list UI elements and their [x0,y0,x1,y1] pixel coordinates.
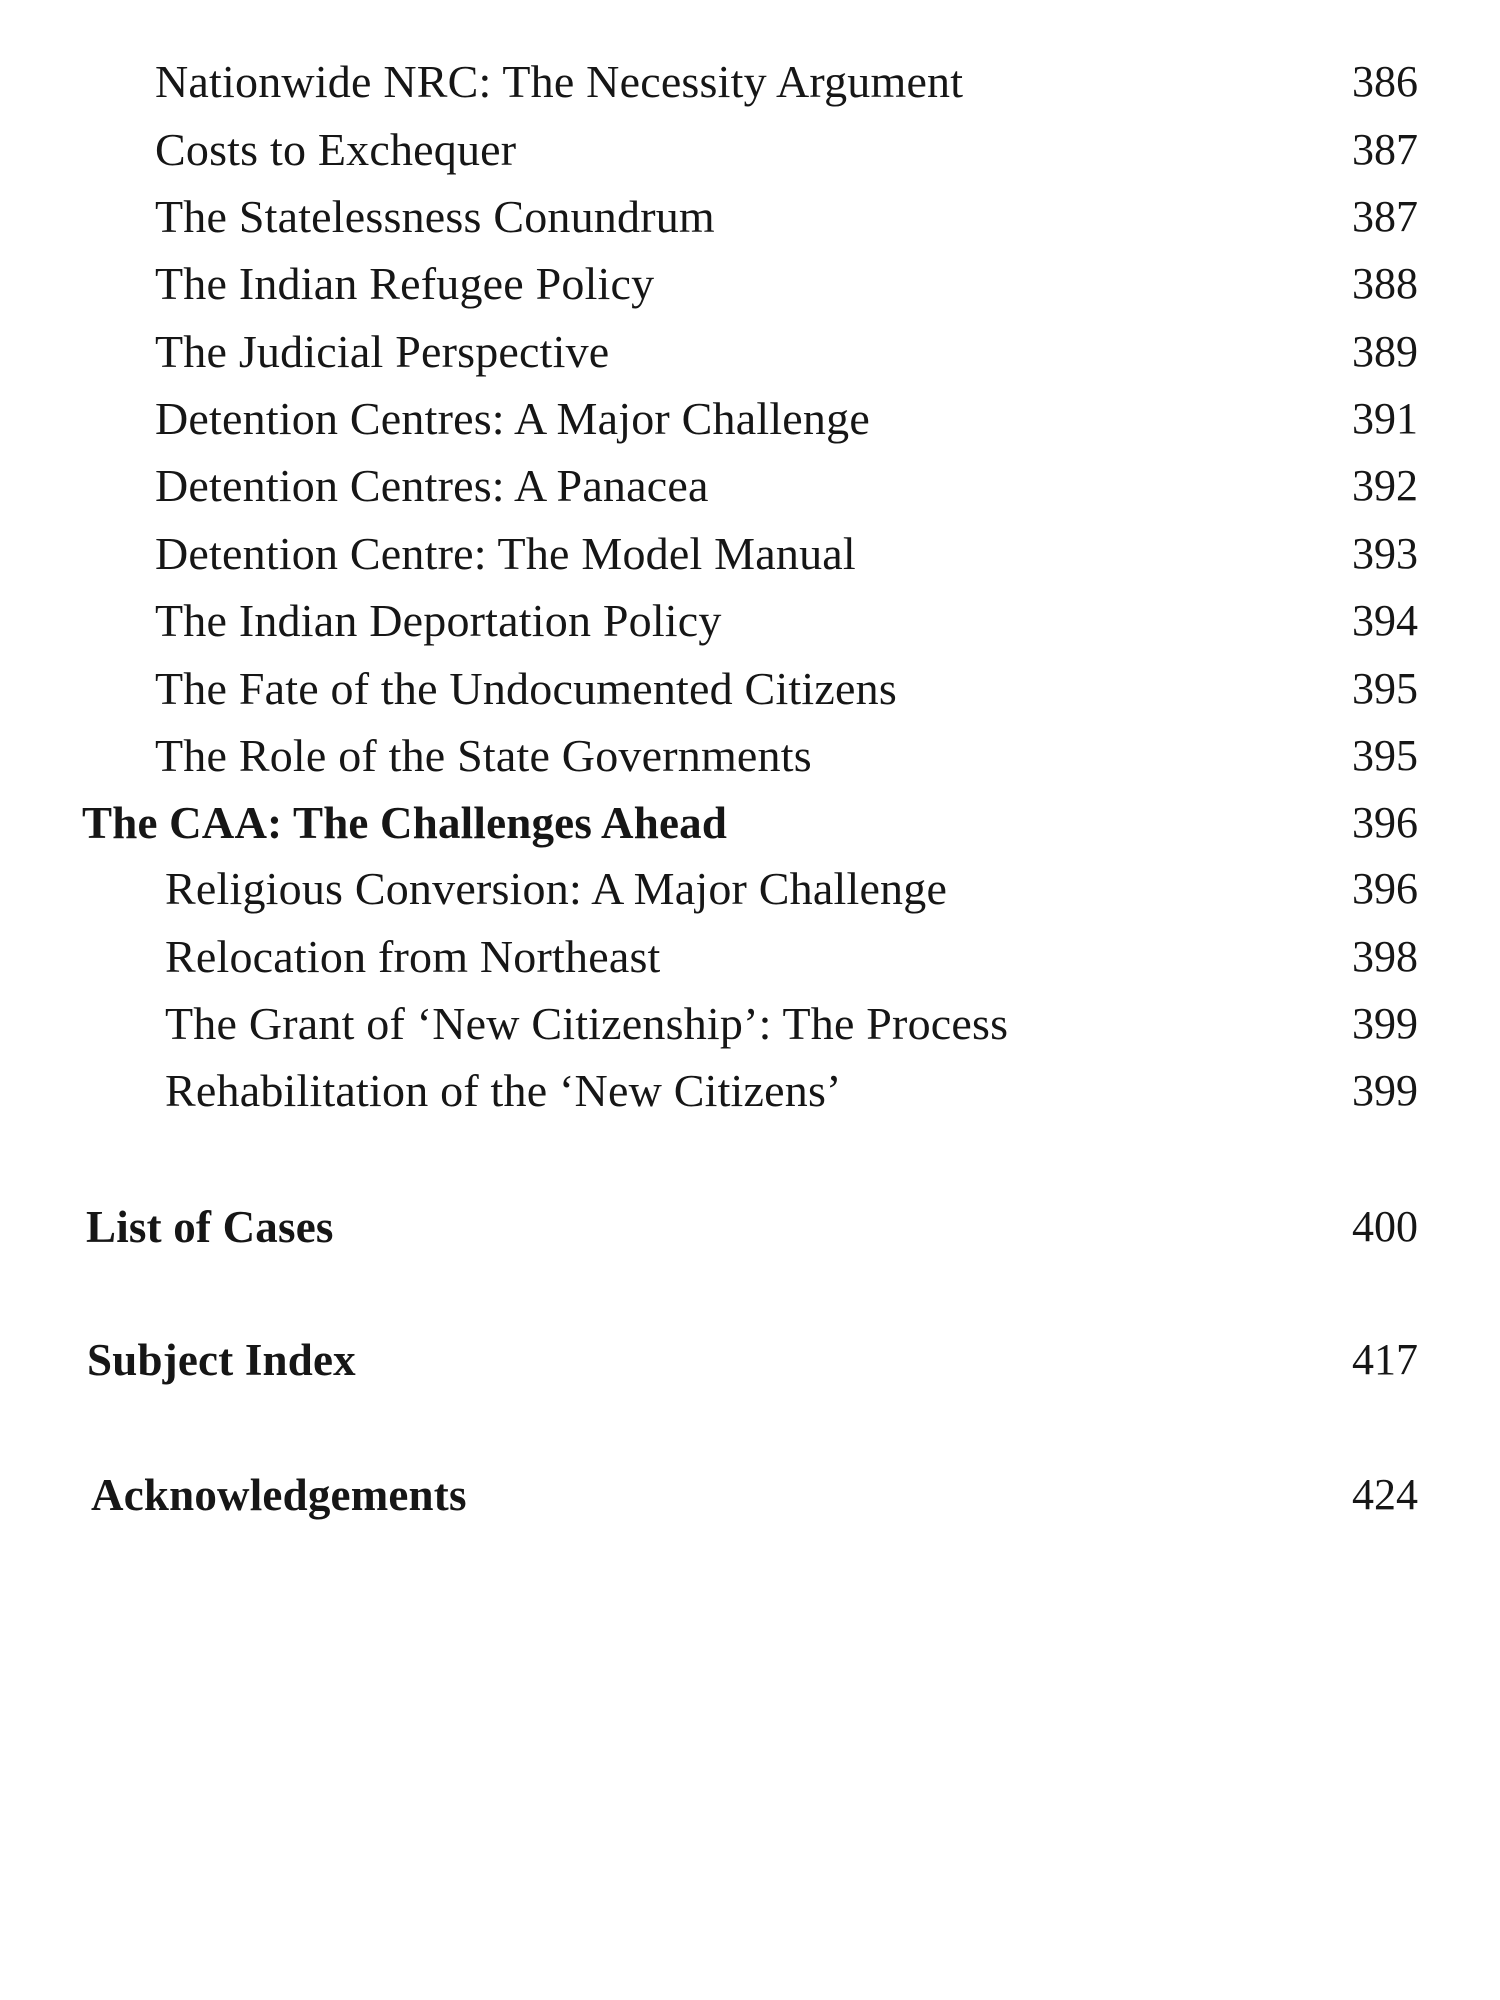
toc-entry-page: 391 [1352,394,1418,443]
toc-entry[interactable] [0,120,1500,180]
toc-entry-page: 394 [1352,596,1418,645]
toc-section-page: 396 [1352,798,1418,847]
toc-section-page: 424 [1352,1470,1418,1519]
toc-entry-title: The Judicial Perspective [155,326,610,377]
toc-entry-title: The Indian Refugee Policy [155,258,655,309]
toc-entry[interactable] [0,1061,1500,1121]
toc-entry-page: 386 [1352,57,1418,106]
toc-entry-page: 395 [1352,664,1418,713]
toc-entry[interactable] [0,322,1500,382]
toc-section-title: List of Cases [86,1202,334,1252]
toc-entry[interactable] [0,187,1500,247]
toc-entry-title: The Role of the State Governments [155,730,812,781]
toc-section-title: The CAA: The Challenges Ahead [82,798,728,848]
toc-entry-title: The Grant of ‘New Citizenship’: The Process [165,998,1009,1049]
toc-entry-page: 388 [1352,259,1418,308]
toc-entry-title: The Indian Deportation Policy [155,595,722,646]
toc-entry-title: Religious Conversion: A Major Challenge [165,863,948,914]
toc-section-title: Acknowledgements [91,1470,467,1520]
toc-entry[interactable] [0,726,1500,786]
toc-section-heading[interactable] [0,1465,1500,1525]
toc-entry-title: Rehabilitation of the ‘New Citizens’ [165,1065,842,1116]
toc-entry[interactable] [0,456,1500,516]
toc-entry-title: Relocation from Northeast [165,931,661,982]
toc-entry-page: 395 [1352,731,1418,780]
toc-section-heading[interactable] [0,1330,1500,1390]
toc-section-page: 400 [1352,1202,1418,1251]
toc-entry-title: Detention Centre: The Model Manual [155,528,856,579]
toc-entry-page: 387 [1352,125,1418,174]
toc-entry[interactable] [0,927,1500,987]
toc-entry[interactable] [0,524,1500,584]
toc-entry-page: 393 [1352,529,1418,578]
toc-section-title: Subject Index [87,1335,356,1385]
toc-entry-page: 396 [1352,864,1418,913]
toc-entry[interactable] [0,389,1500,449]
toc-entry[interactable] [0,254,1500,314]
toc-section-heading[interactable] [0,793,1500,853]
toc-entry[interactable] [0,591,1500,651]
toc-section-heading[interactable] [0,1197,1500,1257]
toc-entry-title: The Statelessness Conundrum [155,191,715,242]
toc-entry-title: Detention Centres: A Major Challenge [155,393,870,444]
toc-entry-page: 399 [1352,1066,1418,1115]
toc-entry-title: Costs to Exchequer [155,124,517,175]
toc-entry[interactable] [0,994,1500,1054]
toc-entry-page: 398 [1352,932,1418,981]
toc-entry-title: Nationwide NRC: The Necessity Argument [155,56,964,107]
toc-entry-page: 392 [1352,461,1418,510]
toc-entry-title: The Fate of the Undocumented Citizens [155,663,897,714]
toc-entry-title: Detention Centres: A Panacea [155,460,709,511]
toc-entry-page: 399 [1352,999,1418,1048]
toc-entry-page: 389 [1352,327,1418,376]
toc-entry-page: 387 [1352,192,1418,241]
toc-entry[interactable] [0,659,1500,719]
toc-entry[interactable] [0,859,1500,919]
toc-entry[interactable] [0,52,1500,112]
toc-section-page: 417 [1352,1335,1418,1384]
